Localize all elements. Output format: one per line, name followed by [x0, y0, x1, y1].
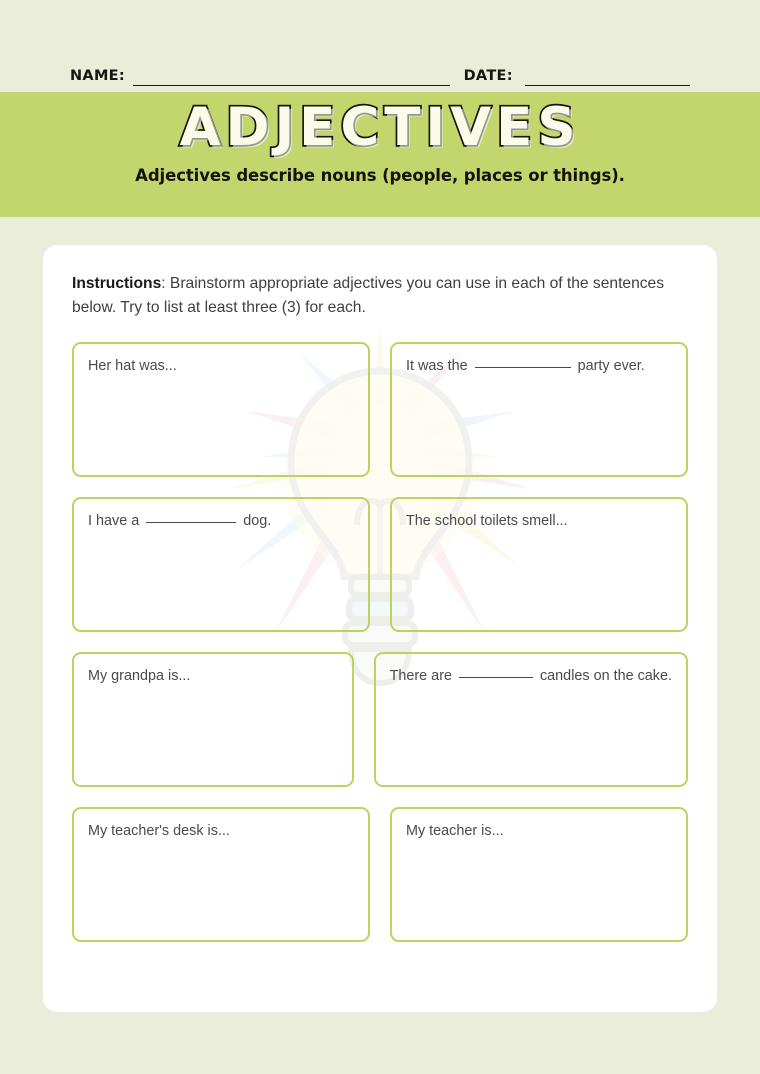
prompt-before-1: Her hat was... — [88, 358, 177, 375]
question-prompt-8 — [406, 822, 672, 841]
question-prompt-2 — [406, 357, 672, 376]
instructions-label: Instructions — [72, 275, 162, 292]
answer-box-4[interactable] — [390, 497, 688, 632]
question-grid — [72, 342, 688, 942]
prompt-before-4: The school toilets smell... — [406, 513, 568, 530]
prompt-before-5: My grandpa is... — [88, 668, 191, 685]
question-prompt-6 — [390, 667, 672, 686]
instructions-text — [72, 272, 688, 320]
fill-blank-2[interactable] — [475, 367, 571, 368]
question-row — [72, 342, 688, 477]
name-write-line[interactable] — [133, 84, 450, 86]
question-prompt-7 — [88, 822, 354, 841]
question-prompt-5 — [88, 667, 338, 686]
question-prompt-3 — [88, 512, 354, 531]
prompt-before-7: My teacher's desk is... — [88, 823, 230, 840]
date-write-line[interactable] — [525, 84, 690, 86]
answer-box-8[interactable] — [390, 807, 688, 942]
name-date-row — [0, 54, 760, 86]
answer-box-2[interactable] — [390, 342, 688, 477]
prompt-after-3: dog. — [243, 513, 272, 530]
title-banner — [0, 92, 760, 217]
fill-blank-3[interactable] — [146, 522, 236, 523]
worksheet-card — [43, 245, 717, 1012]
answer-box-5[interactable] — [72, 652, 354, 787]
question-prompt-1 — [88, 357, 354, 376]
prompt-after-2: party ever. — [577, 358, 645, 375]
answer-box-6[interactable] — [374, 652, 688, 787]
prompt-before-8: My teacher is... — [406, 823, 504, 840]
date-label: DATE: — [463, 67, 513, 84]
instructions-body: Brainstorm appropriate adjectives you can use in each of the sentences below. Try to list at least three (3) for each. — [72, 275, 665, 317]
answer-box-7[interactable] — [72, 807, 370, 942]
instructions-separator: : — [161, 275, 170, 292]
fill-blank-6[interactable] — [459, 677, 533, 678]
card-content — [43, 245, 717, 942]
prompt-after-6: candles on the cake. — [539, 668, 672, 685]
question-row — [72, 652, 688, 787]
prompt-before-6: There are — [389, 668, 452, 685]
question-row — [72, 807, 688, 942]
answer-box-3[interactable] — [72, 497, 370, 632]
page-title: ADJECTIVES — [179, 97, 581, 158]
question-prompt-4 — [406, 512, 672, 531]
name-label: NAME: — [70, 67, 125, 84]
page-subtitle: Adjectives describe nouns (people, places or things). — [135, 165, 625, 185]
prompt-before-2: It was the — [406, 358, 468, 375]
prompt-before-3: I have a — [88, 513, 140, 530]
question-row — [72, 497, 688, 632]
answer-box-1[interactable] — [72, 342, 370, 477]
